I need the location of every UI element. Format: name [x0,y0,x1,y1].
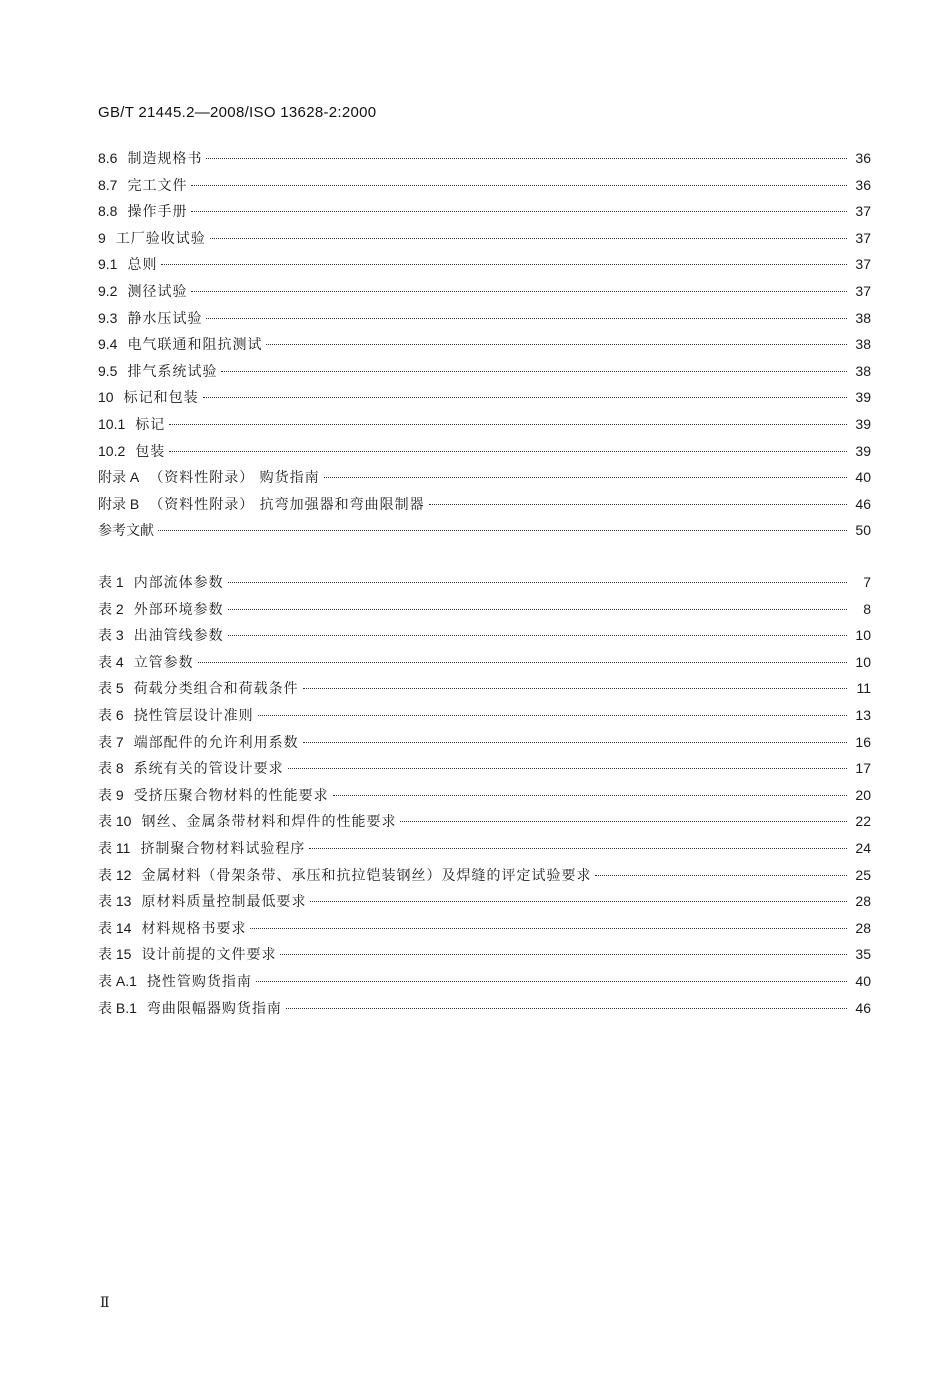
toc-entry-page: 39 [855,389,871,406]
toc-entry-page: 28 [855,893,871,910]
dot-leader [169,451,847,452]
toc-entry[interactable] [98,865,871,892]
dot-leader [309,848,847,849]
toc-entry-number: 表 8 [98,760,124,777]
toc-entry[interactable] [98,838,871,865]
dot-leader [228,635,847,636]
toc-entry-number: 表 1 [98,574,124,590]
toc-entry-number: 表 3 [98,627,124,644]
toc-entry[interactable] [98,334,871,361]
toc-entry-page: 37 [855,203,871,220]
toc-entry-title: 出油管线参数 [133,628,224,645]
toc-entry-page: 39 [855,415,871,432]
dot-leader [161,264,847,265]
toc-entry-title: 系统有关的管设计要求 [133,761,284,778]
toc-entry-page: 36 [855,150,871,166]
toc-entry-title: 钢丝、金属条带材料和焊件的性能要求 [141,814,397,831]
dot-leader [324,477,847,478]
toc-entry-title: 完工文件 [127,177,188,194]
toc-entry[interactable] [98,308,871,335]
toc-entry[interactable] [98,811,871,838]
toc-entry-title: 总则 [127,257,158,274]
toc-entry-page: 39 [855,442,871,459]
toc-entry-number: 表 7 [98,733,124,750]
dot-leader [280,954,847,955]
toc-entry-number: 表 10 [98,813,132,830]
dot-leader [429,504,847,505]
toc-entry-page: 17 [855,760,871,777]
toc-entry-page: 36 [855,176,871,193]
toc-entry-page: 11 [856,680,871,697]
dot-leader [310,901,847,902]
toc-entry-number: 参考文献 [98,522,154,539]
toc-entry[interactable] [98,678,871,705]
toc-entry-title: 测径试验 [127,283,188,300]
toc-entry[interactable] [98,705,871,732]
page-number: Ⅱ [100,1296,110,1311]
toc-entry-title: 操作手册 [127,204,188,221]
toc-entry[interactable] [98,175,871,202]
toc-entry-page: 37 [855,282,871,299]
toc-entry-number: 表 A.1 [98,972,137,989]
toc-entry-page: 28 [855,919,871,936]
toc-entry-page: 37 [855,229,871,246]
toc-entry-page: 38 [855,309,871,326]
toc-entry[interactable] [98,494,871,521]
toc-entry-number: 表 9 [98,786,124,803]
toc-entry-page: 8 [863,600,871,617]
toc-entry-title: 内部流体参数 [133,575,224,591]
toc-entry[interactable] [98,944,871,971]
toc-entry[interactable] [98,281,871,308]
toc-entry-page: 16 [855,733,871,750]
toc-entry-page: 38 [855,362,871,379]
dot-leader [203,397,847,398]
toc-entry-title: 包装 [135,443,166,460]
toc-entry-page: 10 [855,627,871,644]
dot-leader [206,318,847,319]
toc-entry-title: 挠性管购货指南 [146,973,252,990]
toc-entry-page: 22 [855,813,871,830]
toc-entry-number: 附录 A [98,469,140,486]
toc-entry-page: 40 [855,972,871,989]
toc-entry-page: 25 [855,866,871,883]
toc-entry-page: 13 [855,706,871,723]
toc-entry[interactable] [98,148,871,175]
toc-entry-number: 表 11 [98,839,131,856]
toc-entry[interactable] [98,732,871,759]
toc-entry-number: 表 2 [98,600,124,617]
dot-leader [206,158,847,159]
dot-leader [250,928,847,929]
toc-entry-number: 表 13 [98,893,132,910]
toc-entry-number: 8.8 [98,203,118,220]
dot-leader [286,1008,847,1009]
toc-entry-number: 9.2 [98,282,118,299]
toc-entry-title: 端部配件的允许利用系数 [133,734,299,751]
dot-leader [191,185,847,186]
toc-entry-title: 金属材料（骨架条带、承压和抗拉铠装钢丝）及焊缝的评定试验要求 [141,867,592,884]
dot-leader [191,291,847,292]
toc-entry-title: 原材料质量控制最低要求 [141,894,307,911]
toc-entry[interactable] [98,652,871,679]
toc-entry-title: 挤制聚合物材料试验程序 [140,840,306,857]
toc-entry[interactable] [98,971,871,998]
toc-entry[interactable] [98,414,871,441]
toc-entry-number: 表 6 [98,706,124,723]
dot-leader [191,211,847,212]
dot-leader [266,344,847,345]
toc-entry-title: 荷载分类组合和荷载条件 [133,681,299,698]
toc-entry-title: 设计前提的文件要求 [141,947,277,964]
toc-entry-number: 表 B.1 [98,999,137,1016]
toc-entry-page: 46 [855,495,871,512]
toc-entry[interactable] [98,520,871,547]
toc-entry-page: 37 [855,256,871,273]
toc-entry-number: 8.6 [98,150,118,166]
toc-entry[interactable] [98,572,871,599]
toc-entry[interactable] [98,361,871,388]
toc-entry-title: （资料性附录） 抗弯加强器和弯曲限制器 [149,496,425,513]
toc-entry-title: 制造规格书 [127,151,203,167]
toc-entry[interactable] [98,625,871,652]
toc-entry-number: 9.4 [98,336,118,353]
toc-entry[interactable] [98,918,871,945]
toc-entry[interactable] [98,228,871,255]
toc-entry[interactable] [98,998,871,1025]
toc-entry-title: 材料规格书要求 [141,920,247,937]
toc-entry[interactable] [98,254,871,281]
toc-entry[interactable] [98,387,871,414]
dot-leader [198,662,847,663]
toc-entry[interactable] [98,599,871,626]
toc-entry-number: 附录 B [98,495,140,512]
toc-entry-title: 挠性管层设计准则 [133,707,254,724]
toc-entry[interactable] [98,785,871,812]
toc-entry-title: 标记 [135,416,166,433]
toc-entry[interactable] [98,441,871,468]
toc-entry-number: 表 4 [98,653,124,670]
toc-entry-title: 弯曲限幅器购货指南 [146,1000,282,1017]
toc-entry[interactable] [98,201,871,228]
toc-entry-page: 24 [855,839,871,856]
toc-entry-page: 38 [855,336,871,353]
dot-leader [228,582,847,583]
toc-entry-number: 表 14 [98,919,132,936]
dot-leader [595,875,847,876]
toc-entry-page: 35 [855,946,871,963]
toc-entry-page: 40 [855,469,871,486]
toc-entry-title: 电气联通和阻抗测试 [127,337,263,354]
toc-entry-title: 外部环境参数 [133,601,224,618]
toc-entry-page: 7 [863,574,871,590]
toc-sections-list [98,148,871,547]
dot-leader [228,609,847,610]
toc-entry-title: 静水压试验 [127,310,203,327]
toc-entry-title: （资料性附录） 购货指南 [149,470,320,487]
toc-entry-number: 9.5 [98,362,118,379]
toc-entry[interactable] [98,758,871,785]
toc-entry-number: 表 12 [98,866,132,883]
toc-entry-number: 9.3 [98,309,118,326]
toc-entry-number: 8.7 [98,176,118,193]
toc-entry-number: 9.1 [98,256,118,273]
dot-leader [400,821,847,822]
toc-entry-title: 排气系统试验 [127,363,218,380]
toc-entry[interactable] [98,891,871,918]
dot-leader [303,742,847,743]
toc-entry-number: 10.1 [98,415,126,432]
toc-entry-number: 10.2 [98,442,126,459]
dot-leader [221,371,847,372]
dot-leader [303,688,847,689]
dot-leader [256,981,847,982]
toc-entry-title: 受挤压聚合物材料的性能要求 [133,787,329,804]
dot-leader [333,795,847,796]
dot-leader [258,715,847,716]
toc-entry-title: 立管参数 [133,654,194,671]
toc-entry-number: 10 [98,389,114,406]
standard-header: GB/T 21445.2—2008/ISO 13628-2:2000 [98,104,377,121]
toc-tables-list [98,572,871,1024]
toc-entry-number: 表 15 [98,946,132,963]
toc-entry-page: 46 [855,999,871,1016]
toc-entry-page: 20 [855,786,871,803]
toc-entry-page: 10 [855,653,871,670]
dot-leader [210,238,847,239]
dot-leader [169,424,847,425]
toc-entry-number: 9 [98,229,106,246]
dot-leader [288,768,847,769]
dot-leader [158,530,847,531]
toc-entry-number: 表 5 [98,680,124,697]
toc-entry[interactable] [98,467,871,494]
toc-entry-title: 工厂验收试验 [115,230,206,247]
toc-entry-page: 50 [855,522,871,539]
toc-entry-title: 标记和包装 [123,390,199,407]
